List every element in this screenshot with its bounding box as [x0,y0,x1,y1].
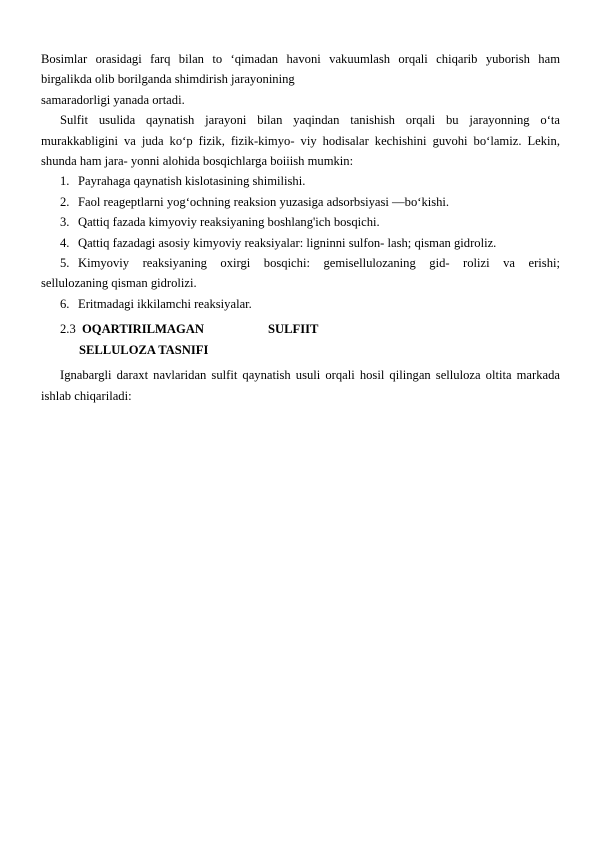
list-item [41,233,560,253]
document-page [41,49,560,406]
section-title-word: SULFIIT [268,322,319,337]
paragraph-line: murakkabligini va juda ko‘p fizik, fizik-kimyo- viy hodisalar kechishini guvohi bo‘lamiz. Lekin, [41,133,560,148]
list-number: 3. [60,215,70,230]
list-number: 1. [60,174,70,189]
list-number: 2. [60,194,70,209]
section-heading-line: SELLULOZA TASNIFI [79,342,209,357]
list-number: 4. [60,235,70,250]
paragraph-vacuum [41,49,560,110]
list-item [41,294,560,314]
paragraph-sulfite-cooking [41,110,560,171]
paragraph-line: Sulfit usulida qaynatish jarayoni bilan yaqindan tanishish orqali bu jarayonning o‘ta [60,113,560,128]
list-text: Payrahaga qaynatish kislotasining shimilishi. [78,174,306,189]
section-heading [41,319,560,360]
paragraph-line: birgalikda olib borilganda shimdirish jarayonining [41,72,295,87]
paragraph-line: shunda ham jara- yonni alohida bosqichlarga boiiish mumkin: [41,154,354,169]
section-number: 2.3 [60,322,76,337]
section-title-word: OQARTIRILMAGAN [82,322,205,337]
list-item [41,192,560,212]
list-item [41,171,560,191]
list-text: Eritmadagi ikkilamchi reaksiyalar. [78,296,252,311]
section-heading-line [41,319,560,339]
list-text: Qattiq fazada kimyoviy reaksiyaning boshlang'ich bosqichi. [78,215,380,230]
list-item [41,253,560,294]
paragraph-line: ishlab chiqariladi: [41,388,132,403]
list-text: Faol reageptlarni yog‘ochning reaksion yuzasiga adsorbsiyasi —bo‘kishi. [78,194,450,209]
paragraph-line: Ignabargli daraxt navlaridan sulfit qaynatish usuli orqali hosil qilingan selluloza oltita markada [60,368,560,383]
list-item [41,212,560,232]
list-number: 6. [60,296,70,311]
paragraph-line: Bosimlar orasidagi farq bilan to ‘qimadan havoni vakuumlash orqali chiqarib yuborish ham [41,52,560,66]
list-text: Kimyoviy reaksiyaning oxirgi bosqichi: gemisellulozaning gid- rolizi va erishi; [78,256,560,271]
stages-list [41,171,560,314]
paragraph-grades [41,365,560,406]
list-item-line [41,253,560,273]
list-text-continuation: sellulozaning qisman gidrolizi. [41,276,197,291]
list-number: 5. [60,256,70,271]
list-text: Qattiq fazadagi asosiy kimyoviy reaksiyalar: ligninni sulfon- lash; qisman gidroliz. [78,235,497,250]
paragraph-line: samaradorligi yanada ortadi. [41,92,185,107]
